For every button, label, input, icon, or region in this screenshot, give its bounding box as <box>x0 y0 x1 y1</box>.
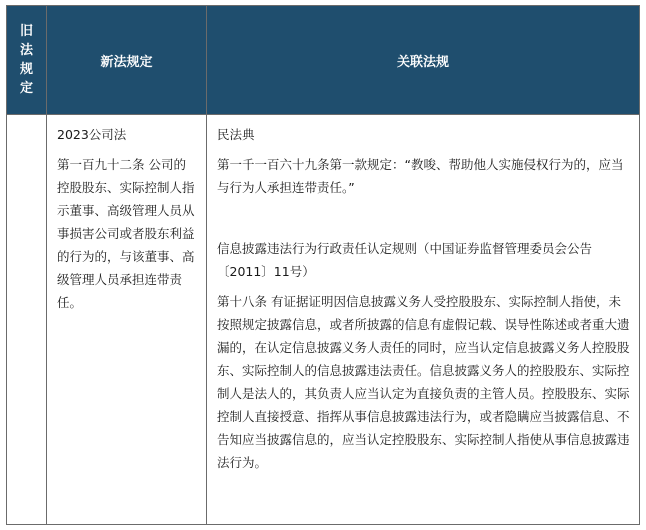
header-old-law <box>7 6 47 115</box>
law-comparison-table <box>6 5 640 525</box>
header-related-law: 关联法规 <box>207 6 640 115</box>
header-old-law-char: 定 <box>19 81 33 96</box>
table-body <box>7 115 640 525</box>
cell-related-law <box>207 115 640 525</box>
cell-new-law <box>47 115 207 525</box>
header-old-law-char: 旧 <box>19 24 33 39</box>
related-law2-body: 第十八条 有证据证明因信息披露义务人受控股股东、实际控制人指使，未按照规定披露信息，或者所披露的信息有虚假记载、误导性陈述或者重大遗漏的，在认定信息披露义务人责任的同时，应当认定信息披露义务人控股股东、实际控制人的信息披露违法责任。信息披露义务人的控股股东、实际控制人是法人的，其负责人应当认定为直接负责的主管人员。控股股东、实际控制人直接授意、指挥从事信息披露违法行为，或者隐瞒应当披露信息、不告知应当披露信息的，应当认定控股股东、实际控制人指使从事信息披露违法行为。 <box>217 294 630 470</box>
related-law1-body: 第一千一百六十九条第一款规定：“教唆、帮助他人实施侵权行为的，应当与行为人承担连带责任。” <box>217 157 624 195</box>
related-law1-title: 民法典 <box>217 127 255 142</box>
spacer <box>217 199 631 237</box>
new-law-body: 第一百九十二条 公司的控股股东、实际控制人指示董事、高级管理人员从事损害公司或者股东利益的行为的，与该董事、高级管理人员承担连带责任。 <box>57 157 195 310</box>
related-law2-title: 信息披露违法行为行政责任认定规则（中国证券监督管理委员会公告〔2011〕11号） <box>217 241 593 279</box>
table-header <box>7 6 640 115</box>
table-row <box>7 115 640 525</box>
header-old-law-char: 规 <box>19 62 33 77</box>
cell-old-law <box>7 115 47 525</box>
header-row <box>7 6 640 115</box>
header-new-law: 新法规定 <box>47 6 207 115</box>
header-old-law-char: 法 <box>19 43 33 58</box>
new-law-title: 2023公司法 <box>57 127 127 142</box>
